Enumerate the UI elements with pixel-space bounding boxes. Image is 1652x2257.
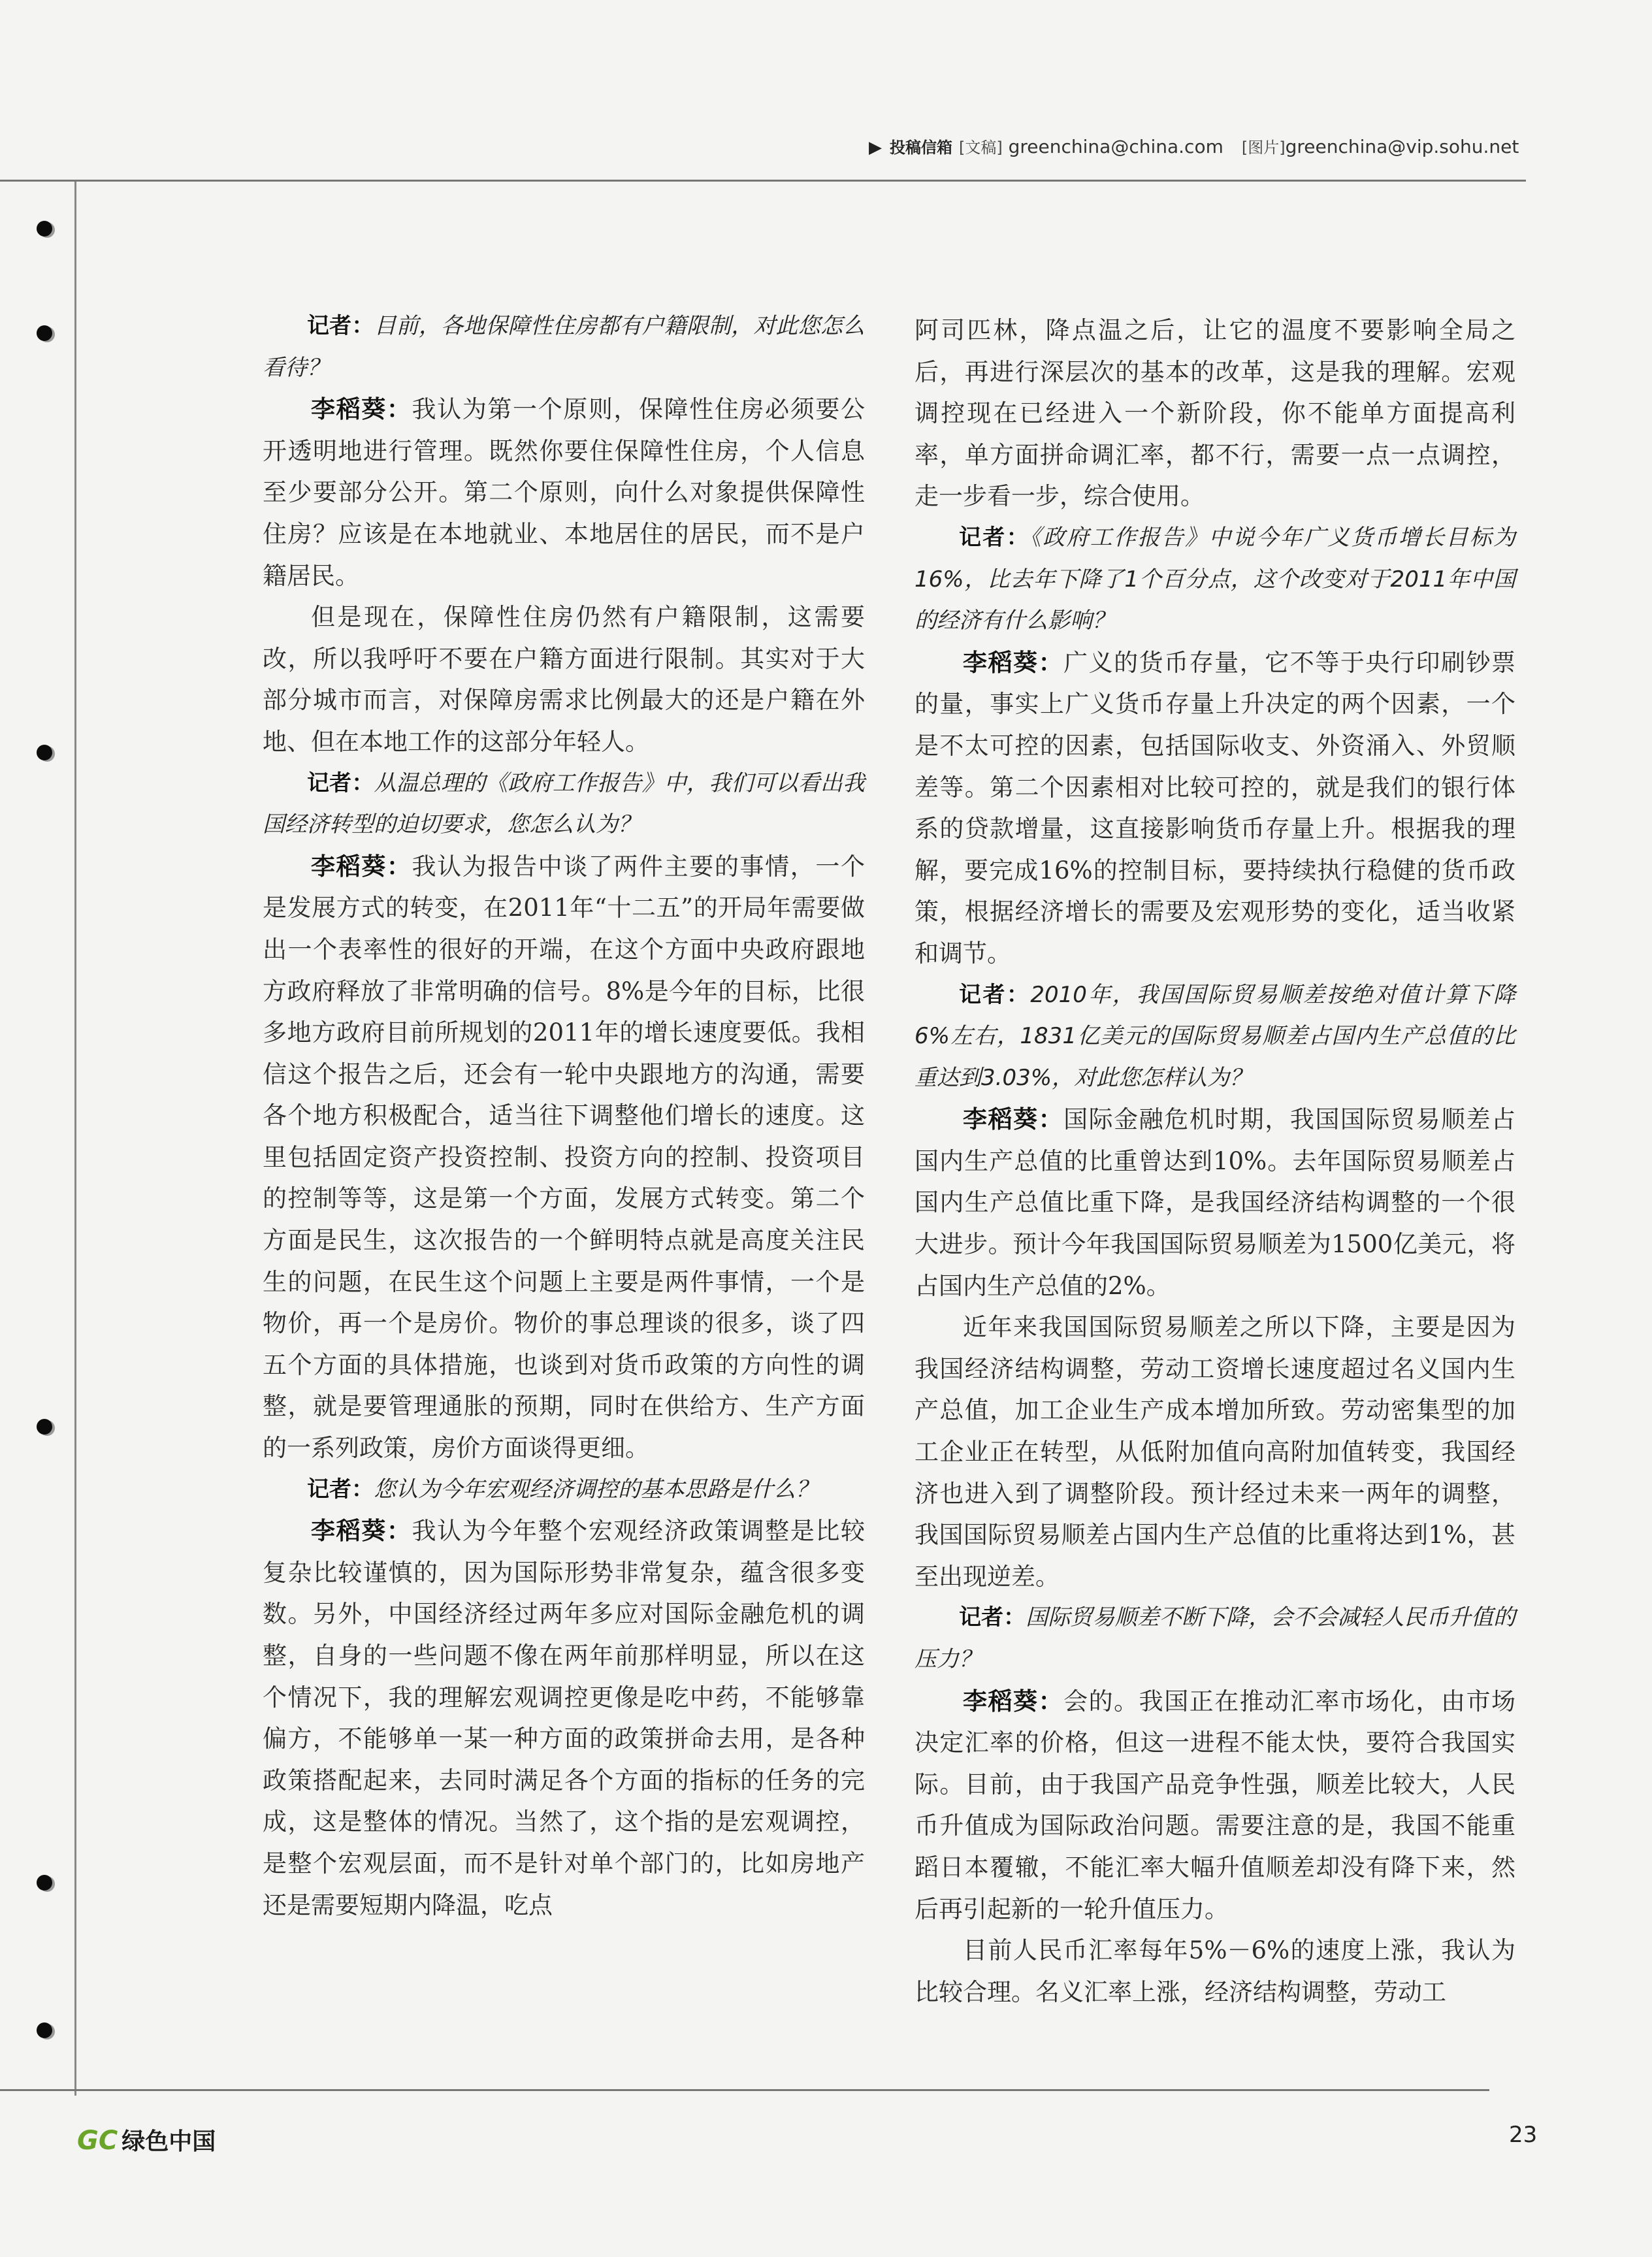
answer-paragraph — [263, 846, 865, 1469]
paragraph-text: 《政府工作报告》中说今年广义货币增长目标为16%，比去年下降了1个百分点，这个改变对于2011年中国的经济有什么影响？ — [915, 524, 1516, 634]
right-column — [915, 310, 1515, 2013]
photo-email-link[interactable]: greenchina@vip.sohu.net — [1285, 136, 1519, 157]
answer-paragraph — [915, 1099, 1515, 1307]
speaker-label: 李稻葵： — [963, 1687, 1064, 1715]
question-paragraph — [263, 1469, 865, 1511]
speaker-label: 记者： — [959, 524, 1030, 551]
binder-hole — [37, 745, 52, 760]
speaker-label: 记者： — [307, 1476, 374, 1502]
answer-paragraph — [915, 1930, 1515, 2013]
header-rule — [0, 180, 1526, 182]
answer-paragraph — [915, 1307, 1515, 1597]
text-tag: [文稿] — [959, 138, 1003, 157]
paragraph-text: 您认为今年宏观经济调控的基本思路是什么？ — [374, 1476, 818, 1502]
question-paragraph — [915, 1597, 1515, 1680]
question-paragraph — [263, 763, 865, 846]
paragraph-text: 2010年，我国国际贸易顺差按绝对值计算下降6%左右，1831亿美元的国际贸易顺差占国内生产总值的比重达到3.03%，对此您怎样认为？ — [915, 981, 1516, 1091]
magazine-logo — [77, 2123, 216, 2156]
answer-paragraph — [263, 596, 865, 762]
paragraph-text: 国际贸易顺差不断下降，会不会减轻人民币升值的压力？ — [915, 1604, 1515, 1672]
answer-paragraph — [915, 642, 1515, 975]
binder-hole — [37, 221, 52, 236]
binder-hole — [37, 1419, 52, 1435]
paragraph-text: 从温总理的《政府工作报告》中，我们可以看出我国经济转型的迫切要求，您怎么认为？ — [263, 770, 865, 838]
paragraph-text: 我认为今年整个宏观经济政策调整是比较复杂比较谨慎的，因为国际形势非常复杂，蕴含很多变数。另外，中国经济经过两年多应对国际金融危机的调整，自身的一些问题不像在两年前那样明显，所以在这个情况下，我的理解宏观调控更像是吃中药，不能够靠偏方，不能够单一某一种方面的政策拼命去用，是各种政策搭配起来，去同时满足各个方面的指标的任务的完成，这是整体的情况。当然了，这个指的是宏观调控，是整个宏观层面，而不是针对单个部门的，比如房地产还是需要短期内降温，吃点 — [263, 1517, 866, 1919]
speaker-label: 记者： — [959, 1604, 1026, 1631]
logo-mark: GC — [77, 2126, 118, 2156]
paragraph-text: 阿司匹林，降点温之后，让它的温度不要影响全局之后，再进行深层次的基本的改革，这是我的理解。宏观调控现在已经进入一个新阶段，你不能单方面提高利率，单方面拼命调汇率，都不行，需要一点一点调控，走一步看一步，综合使用。 — [915, 316, 1515, 511]
question-paragraph — [915, 517, 1515, 642]
paragraph-text: 目前，各地保障性住房都有户籍限制，对此您怎么看待？ — [263, 313, 865, 381]
paragraph-text: 会的。我国正在推动汇率市场化，由市场决定汇率的价格，但这一进程不能太快，要符合我国实际。目前，由于我国产品竞争性强，顺差比较大，人民币升值成为国际政治问题。需要注意的是，我国不能重蹈日本覆辙，不能汇率大幅升值顺差却没有降下来，然后再引起新的一轮升值压力。 — [915, 1687, 1516, 1923]
speaker-label: 记者： — [307, 313, 374, 339]
footer-rule — [0, 2089, 1489, 2091]
paragraph-text: 近年来我国国际贸易顺差之所以下降，主要是因为我国经济结构调整，劳动工资增长速度超过名义国内生产总值，加工企业生产成本增加所致。劳动密集型的加工企业正在转型，从低附加值向高附加值转变，我国经济也进入到了调整阶段。预计经过未来一两年的调整，我国国际贸易顺差占国内生产总值的比重将达到1%，甚至出现逆差。 — [915, 1313, 1515, 1591]
question-paragraph — [915, 975, 1515, 1099]
submit-label: 投稿信箱 — [890, 138, 952, 157]
paragraph-text: 我认为第一个原则，保障性住房必须要公开透明地进行管理。既然你要住保障性住房，个人信息至少要部分公开。第二个原则，向什么对象提供保障性住房？应该是在本地就业、本地居住的居民，而不是户籍居民。 — [263, 395, 866, 590]
speaker-label: 记者： — [959, 981, 1031, 1008]
binder-hole — [37, 1875, 52, 1891]
speaker-label: 李稻葵： — [311, 852, 412, 881]
binder-hole — [37, 2022, 52, 2038]
paragraph-text: 但是现在，保障性住房仍然有户籍限制，这需要改，所以我呼吁不要在户籍方面进行限制。其实对于大部分城市而言，对保障房需求比例最大的还是户籍在外地、但在本地工作的这部分年轻人。 — [263, 603, 865, 756]
logo-text: 绿色中国 — [121, 2128, 216, 2155]
page-number: 23 — [1509, 2122, 1538, 2148]
answer-paragraph — [263, 389, 865, 596]
margin-rule — [74, 182, 76, 2096]
speaker-label: 李稻葵： — [963, 1105, 1064, 1134]
paragraph-text: 我认为报告中谈了两件主要的事情，一个是发展方式的转变，在2011年“十二五”的开局年需要做出一个表率性的很好的开端，在这个方面中央政府跟地方政府释放了非常明确的信号。8%是今年的目标，比很多地方政府目前所规划的2011年的增长速度要低。我相信这个报告之后，还会有一轮中央跟地方的沟通，需要各个地方积极配合，适当往下调整他们增长的速度。这里包括固定资产投资控制、投资方向的控制、投资项目的控制等等，这是第一个方面，发展方式转变。第二个方面是民生，这次报告的一个鲜明特点就是高度关注民生的问题，在民生这个问题上主要是两件事情，一个是物价，再一个是房价。物价的事总理谈的很多，谈了四五个方面的具体措施，也谈到对货币政策的方向性的调整，就是要管理通胀的预期，同时在供给方、生产方面的一系列政策，房价方面谈得更细。 — [263, 852, 866, 1463]
paragraph-text: 广义的货币存量，它不等于央行印刷钞票的量，事实上广义货币存量上升决定的两个因素，一个是不太可控的因素，包括国际收支、外资涌入、外贸顺差等。第二个因素相对比较可控的，就是我们的银行体系的贷款增量，这直接影响货币存量上升。根据我的理解，要完成16%的控制目标，要持续执行稳健的货币政策，根据经济增长的需要及宏观形势的变化，适当收紧和调节。 — [915, 648, 1516, 967]
speaker-label: 李稻葵： — [963, 648, 1064, 677]
speaker-label: 李稻葵： — [311, 1517, 412, 1546]
speaker-label: 李稻葵： — [311, 395, 412, 424]
question-paragraph — [263, 306, 865, 389]
photo-tag: [图片] — [1241, 138, 1286, 157]
paragraph-text: 目前人民币汇率每年5%－6%的速度上涨，我认为比较合理。名义汇率上涨，经济结构调整，劳动工 — [915, 1936, 1515, 2006]
paragraph-text: 国际金融危机时期，我国国际贸易顺差占国内生产总值的比重曾达到10%。去年国际贸易顺差占国内生产总值比重下降，是我国经济结构调整的一个很大进步。预计今年我国国际贸易顺差为1500亿美元，将占国内生产总值的2%。 — [915, 1105, 1516, 1300]
page-header — [869, 135, 1522, 167]
text-email-link[interactable]: greenchina@china.com — [1008, 136, 1223, 157]
triangle-arrow-icon: ▶ — [869, 138, 882, 157]
answer-paragraph — [263, 1510, 865, 1926]
answer-paragraph — [915, 310, 1515, 517]
left-column — [263, 306, 865, 1926]
answer-paragraph — [915, 1681, 1515, 1930]
binder-hole — [37, 325, 52, 341]
speaker-label: 记者： — [307, 770, 374, 796]
